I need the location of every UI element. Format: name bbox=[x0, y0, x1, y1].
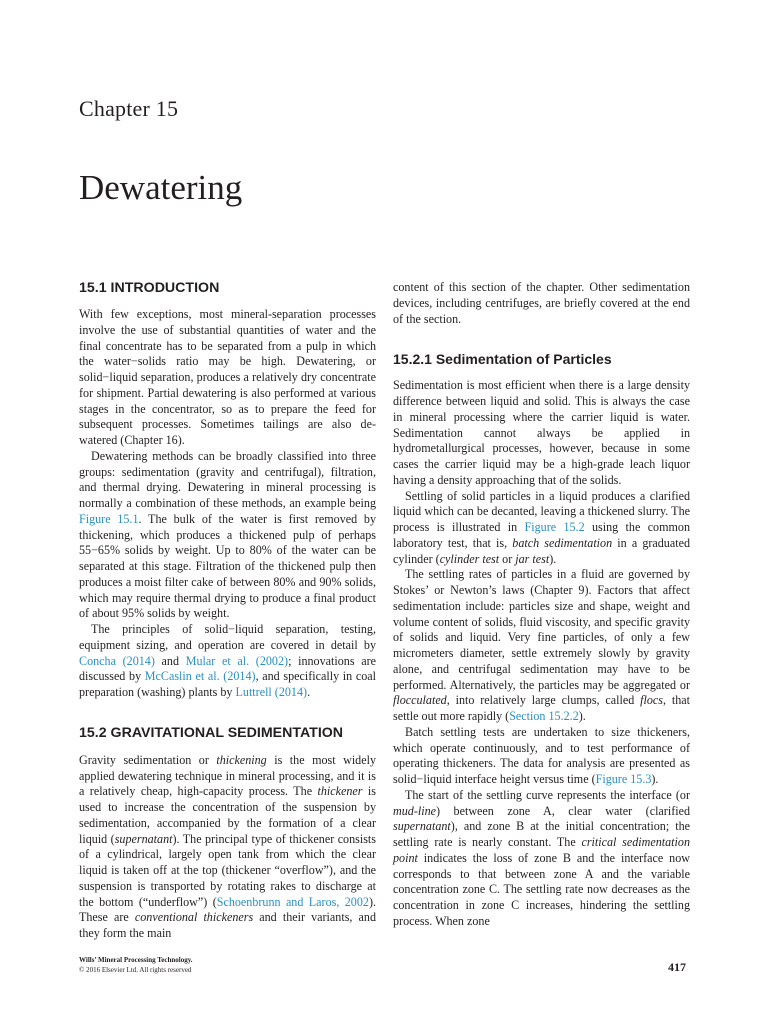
figure-15-2-link[interactable]: Figure 15.2 bbox=[524, 520, 585, 534]
sedimentation-paragraph-4: Batch settling tests are undertaken to size thickeners, which operate continuously, and to test performance of operating thickeners. The data for analysis are presented as solid−liquid interface height versus time (Figure 15.3). bbox=[393, 724, 690, 786]
right-column bbox=[393, 280, 690, 930]
section-heading-gravitational-sedimentation: 15.2 GRAVITATIONAL SEDIMENTATION bbox=[79, 724, 344, 741]
figure-15-1-link[interactable]: Figure 15.1 bbox=[79, 511, 139, 526]
page-number: 417 bbox=[668, 960, 686, 974]
sedimentation-paragraph-1: Sedimentation is most efficient when there is a large density difference between liquid and solid. This is always the case in mineral processing where the carrier liquid is water. Sedimentation cannot always be applied in hydrometallurgical processes, however, because in some cases the carrier liquid may be a high-grade leach liquor having a density approaching that of the solids. bbox=[393, 378, 690, 487]
schoenbrunn-2002-link[interactable]: Schoenbrunn and Laros, 2002 bbox=[216, 894, 369, 909]
sedimentation-paragraph-5: The start of the settling curve represents the interface (or mud-line) between zone A, clear water (clarified supernatant), and zone B at the initial concentration; the settling rate is nearly constant. The critical sedimentation point indicates the loss of zone B and the interface now corresponds to that between zone A and the variable concentration zone C. The settling rate now decreases as the concentration in zone C increases, hindering the settling process. When zone bbox=[393, 787, 690, 928]
chapter-title: Dewatering bbox=[79, 168, 243, 207]
mccaslin-2014-link[interactable]: McCaslin et al. (2014) bbox=[144, 669, 256, 684]
subsection-heading-sedimentation-of-particles: 15.2.1 Sedimentation of Particles bbox=[393, 351, 612, 368]
section-continuation-paragraph: content of this section of the chapter. Other sedimentation devices, including centrifuges, are briefly covered at the end of the section. bbox=[393, 280, 690, 326]
intro-paragraph-3: The principles of solid−liquid separation, testing, equipment sizing, and operation are covered in detail by Concha (2014) and Mular et al. (2002); innovations are discussed by McCaslin et al. (2014), and specifically in coal preparation (washing) plants by Luttrell (2014). bbox=[79, 622, 377, 699]
section-heading-introduction: 15.1 INTRODUCTION bbox=[79, 280, 220, 296]
intro-paragraph-1: With few exceptions, most mineral-separation processes involve the use of substantial quantities of water and the final concentrate has to be separated from a pulp in which the water−solids ratio may be high. Dewatering, or solid−liquid separation, produces a relatively dry concentrate for shipment. Partial dewatering is also performed at various stages in the concentrator, so as to prepare the feed for subsequent processes. Sometimes tailings are also de-watered (Chapter 16). bbox=[79, 307, 376, 447]
footer-publication-info bbox=[79, 955, 193, 975]
chapter-label: Chapter 15 bbox=[79, 96, 179, 121]
sedimentation-paragraph-2: Settling of solid particles in a liquid produces a clarified liquid which can be decanted, leaving a thickened slurry. The process is illustrated in Figure 15.2 using the common laboratory test, that is, batch sedimentation in a graduated cylinder (cylinder test or jar test). bbox=[393, 488, 691, 566]
footer-copyright: © 2016 Elsevier Ltd. All rights reserved bbox=[79, 966, 192, 974]
concha-2014-link[interactable]: Concha (2014) bbox=[79, 653, 155, 668]
luttrell-2014-link[interactable]: Luttrell (2014) bbox=[235, 685, 308, 699]
gravity-paragraph: Gravity sedimentation or thickening is the most widely applied dewatering technique in mineral processing, and it is a relatively cheap, high-capacity process. The thickener is used to increase the concentration of the suspension by sedimentation, accompanied by the formation of a clear liquid (supernatant). The principal type of thickener consists of a cylindrical, largely open tank from which the clear liquid is taken off at the top (thickener “overflow”), and the suspension is transported by rotating rakes to discharge at the bottom (“underflow”) (Schoenbrunn and Laros, 2002). These are conventional thickeners and their variants, and they form the main bbox=[79, 752, 376, 940]
figure-15-3-link[interactable]: Figure 15.3 bbox=[595, 772, 652, 786]
section-15-2-2-link[interactable]: Section 15.2.2 bbox=[509, 709, 579, 723]
left-column bbox=[79, 280, 376, 942]
mular-2002-link[interactable]: Mular et al. (2002) bbox=[185, 653, 289, 668]
sedimentation-paragraph-3: The settling rates of particles in a fluid are governed by Stokes’ or Newton’s laws (Chapter 9). Factors that affect sedimentation include: particles size and shape, weight and volume content of solids, fluid viscosity, and specific gravity of solids and liquid. Very fine particles, of only a few micrometers diameter, settle extremely slowly by gravity alone, and centrifugal sedimentation may have to be performed. Alternatively, the particles may be aggregated or flocculated, into relatively large clumps, called flocs, that settle out more rapidly (Section 15.2.2). bbox=[393, 567, 690, 723]
intro-paragraph-2: Dewatering methods can be broadly classified into three groups: sedimentation (gravity and centrifugal), filtration, and thermal drying. Dewatering in mineral processing is normally a combination of these methods, an example being Figure 15.1. The bulk of the water is first removed by thickening, which produces a thickened pulp of perhaps 55−65% solids by weight. Up to 80% of the water can be separated at this stage. Filtration of the thickened pulp then produces a moist filter cake of between 80% and 90% solids, which may require thermal drying to produce a final product of about 95% solids by weight. bbox=[79, 448, 377, 621]
footer-book-title: Wills’ Mineral Processing Technology. bbox=[79, 956, 193, 964]
